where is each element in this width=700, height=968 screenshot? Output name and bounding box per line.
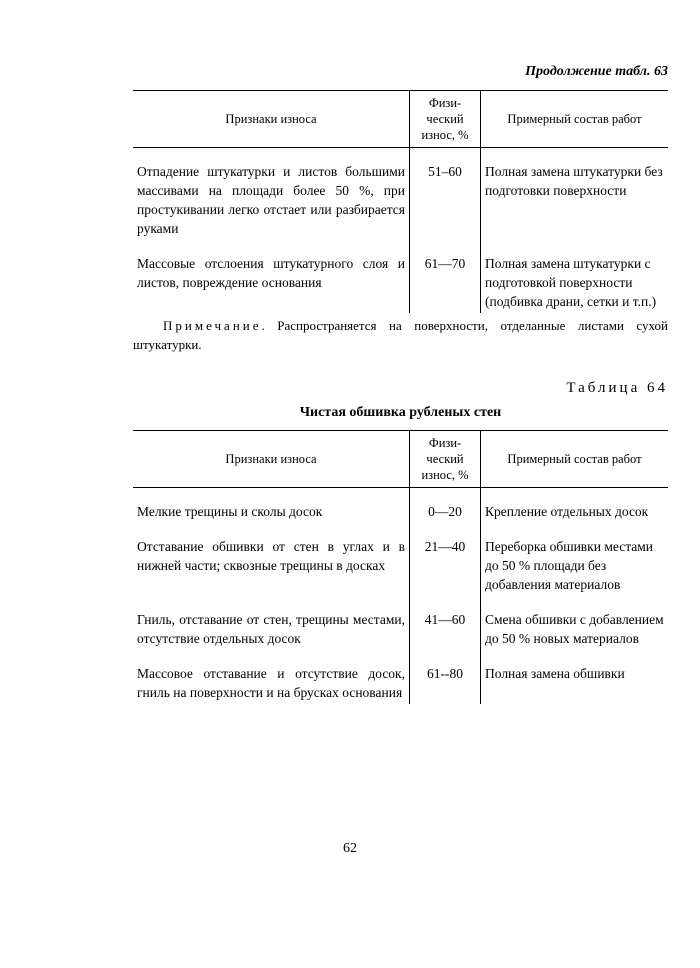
table-note bbox=[133, 316, 668, 354]
cell-signs: Мелкие трещины и сколы досок bbox=[137, 504, 323, 519]
table-number: Таблица 64 bbox=[566, 380, 668, 396]
column-header-wear: Физи- ческий износ, % bbox=[410, 91, 481, 148]
table-row bbox=[133, 240, 668, 313]
cell-wear: 41—60 bbox=[410, 596, 481, 650]
cell-works: Полная замена штукатурки без подготовки поверхности bbox=[485, 164, 663, 198]
column-header-works: Примерный состав работ bbox=[481, 91, 669, 148]
table-row bbox=[133, 523, 668, 596]
cell-works: Переборка обшивки местами до 50 % площади без добавления материалов bbox=[485, 539, 654, 592]
cell-wear: 61--80 bbox=[410, 650, 481, 704]
cell-signs: Массовые отслоения штукатурного слоя и листов, повреждение основания bbox=[137, 256, 405, 290]
cell-wear: 0—20 bbox=[410, 488, 481, 524]
table-64 bbox=[133, 430, 668, 704]
cell-works: Полная замена обшивки bbox=[485, 666, 625, 681]
table-row bbox=[133, 148, 668, 241]
table-continuation-caption: Продолжение табл. 63 bbox=[525, 64, 668, 79]
table-row bbox=[133, 488, 668, 524]
cell-signs: Отставание обшивки от стен в углах и в нижней части; сквозные трещины в досках bbox=[137, 539, 405, 573]
cell-works: Смена обшивки с добавлением до 50 % новых материалов bbox=[485, 612, 664, 646]
table-title: Чистая обшивка рубленых стен bbox=[299, 405, 502, 420]
cell-signs: Гниль, отставание от стен, трещины местами, отсутствие отдельных досок bbox=[137, 612, 405, 646]
column-header-signs: Признаки износа bbox=[133, 431, 410, 488]
page-number: 62 bbox=[343, 841, 357, 856]
table-row bbox=[133, 650, 668, 704]
note-text: . Распространяется на поверхности, отделанные листами сухой штукатурки. bbox=[133, 318, 668, 352]
cell-wear: 51–60 bbox=[410, 148, 481, 241]
note-label: Примечание bbox=[163, 318, 262, 333]
cell-wear: 21—40 bbox=[410, 523, 481, 596]
cell-signs: Массовое отставание и отсутствие досок, гниль на поверхности и на брусках основания bbox=[137, 666, 405, 700]
table-63-continuation bbox=[133, 90, 668, 313]
cell-works: Полная замена штукатурки с подготовкой поверхности (подбивка драни, сетки и т.п.) bbox=[485, 256, 657, 309]
cell-works: Крепление отдельных досок bbox=[485, 504, 649, 519]
column-header-signs: Признаки износа bbox=[133, 91, 410, 148]
table-row bbox=[133, 596, 668, 650]
column-header-works: Примерный состав работ bbox=[481, 431, 669, 488]
cell-signs: Отпадение штукатурки и листов большими массивами на площади более 50 %, при простукивании легко отстает или разбирается руками bbox=[137, 164, 405, 236]
column-header-wear: Физи- ческий износ, % bbox=[410, 431, 481, 488]
cell-wear: 61—70 bbox=[410, 240, 481, 313]
